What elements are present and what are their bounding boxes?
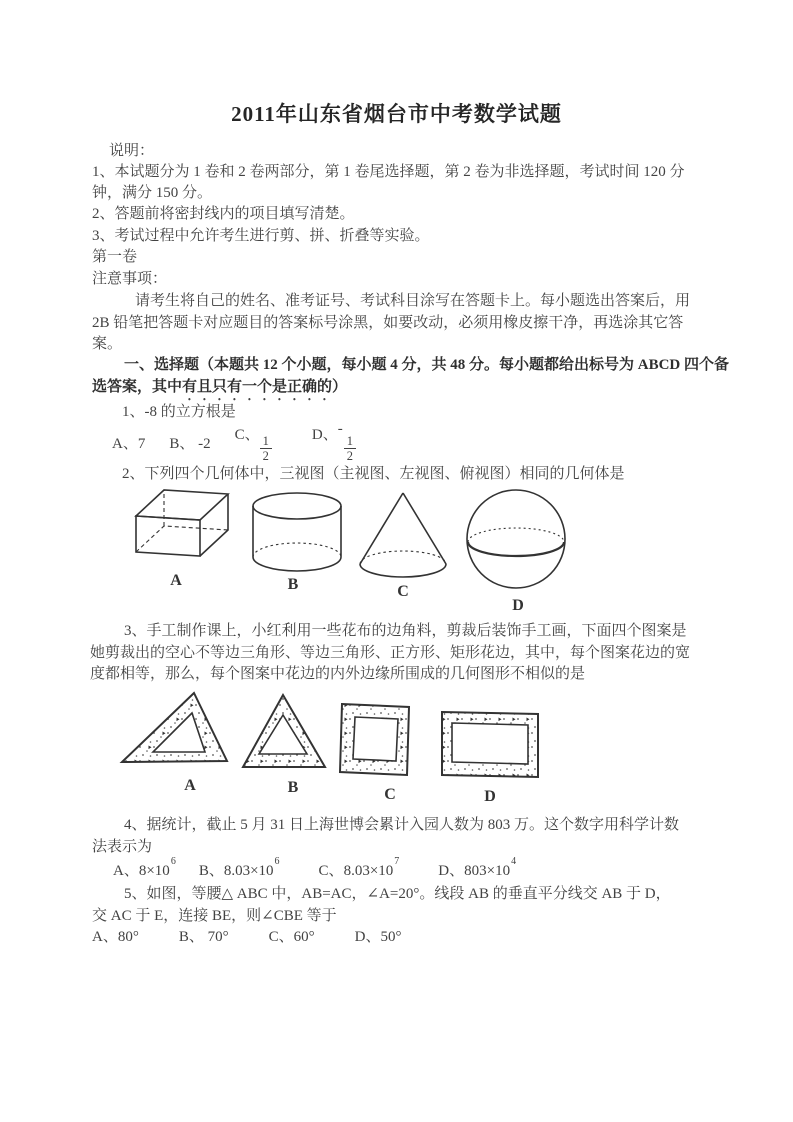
equilateral-triangle-frame-icon [243,695,325,767]
intro-line: 2、答题前将密封线内的项目填写清楚。 [92,206,355,222]
scalene-triangle-frame-icon [122,693,227,762]
part1-heading: 第一卷 [92,249,138,265]
rectangle-frame-icon [442,712,538,777]
figure-label: A [170,572,182,589]
notice-heading: 注意事项： [92,271,168,287]
question-3-figures [110,688,570,810]
figure-label: B [287,576,299,593]
q5-option-d: D、50° [354,929,402,945]
cylinder-icon [253,493,341,571]
notice-line: 案。 [92,336,123,352]
question-5-line: 交 AC 于 E，连接 BE，则∠CBE 等于 [92,908,337,924]
notice-line: 2B 铅笔把答题卡对应题目的答案标号涂黑，如要改动，必须用橡皮擦干净，再选涂其它答 [92,315,684,331]
page-title: 2011年山东省烟台市中考数学试题 [231,102,562,126]
figure-label: C [397,583,409,600]
section-heading-emphasized: 有且只有一个是正确的 [182,379,333,395]
figure-label: D [484,788,496,805]
q5-option-a: A、80° [92,929,139,945]
question-2-figures [118,486,578,616]
q1-option-c: C、 $\frac{1}{2}$ [235,425,272,463]
intro-line: 3、考试过程中允许考生进行剪、拼、折叠等实验。 [92,228,430,244]
q5-option-c: C、60° [268,929,315,945]
square-frame-icon [340,704,409,775]
section-heading-line: 一、选择题（本题共 12 个小题，每小题 4 分，共 48 分。每小题都给出标号为 ABCD 四个备 [124,357,730,373]
question-4-options [113,856,539,882]
intro-heading: 说明： [109,143,155,159]
question-2-stem: 2、下列四个几何体中，三视图（主视图、左视图、俯视图）相同的几何体是 [122,466,625,482]
question-4-line: 4、据统计，截止 5 月 31 日上海世博会累计入园人数为 803 万。这个数字用科学计数 [124,817,680,833]
intro-line: 钟，满分 150 分。 [92,185,213,201]
section-heading-prefix: 选答案，其中 [92,379,183,395]
q4-option-a: A、$8\times 10^6$ [113,856,176,879]
figure-label: A [184,777,196,794]
intro-line: 1、本试题分为 1 卷和 2 卷两部分，第 1 卷尾选择题，第 2 卷为非选择题，考试时间 120 分 [92,164,685,180]
q4-option-b: B、$8.03\times 10^6$ [198,856,280,879]
question-3-line: 她剪裁出的空心不等边三角形、等边三角形、正方形、矩形花边，其中，每个图案花边的宽 [90,645,691,661]
q1-option-b: B、 -2 [169,435,211,452]
q4-option-c: C、$8.03\times 10^7$ [318,856,400,879]
question-3-line: 度都相等，那么，每个图案中花边的内外边缘所围成的几何图形不相似的是 [90,666,586,682]
q5-option-b: B、 70° [178,929,229,945]
question-4-line: 法表示为 [92,839,153,855]
sphere-icon [467,490,565,588]
section-heading-close: ） [332,379,348,395]
q1-option-d: D、- $\frac{1}{2}$ [312,425,356,463]
fraction: $\frac{1}{2}$ [344,434,356,463]
figure-label: D [512,597,524,614]
question-3-line: 3、手工制作课上，小红利用一些花布的边角料，剪裁后装饰手工画，下面四个图案是 [124,623,687,639]
q1-option-a: A、7 [112,435,146,452]
question-5-options [92,927,425,948]
figure-label: C [384,786,396,803]
q4-option-d: D、$803\times 10^4$ [438,856,517,879]
cuboid-icon [136,490,228,556]
notice-line: 请考生将自己的姓名、准考证号、考试科目涂写在答题卡上。每小题选出答案后，用 [135,293,691,309]
question-1-stem: 1、-8 的立方根是 [122,404,236,420]
figure-label: B [287,779,299,796]
fraction: $\frac{1}{2}$ [260,434,272,463]
section-heading-line [92,377,347,404]
question-1-options [112,421,380,463]
cone-icon [360,493,446,577]
question-5-line: 5、如图，等腰△ ABC 中，AB=AC，∠A=20°。线段 AB 的垂直平分线交 AB 于 D， [124,886,671,902]
